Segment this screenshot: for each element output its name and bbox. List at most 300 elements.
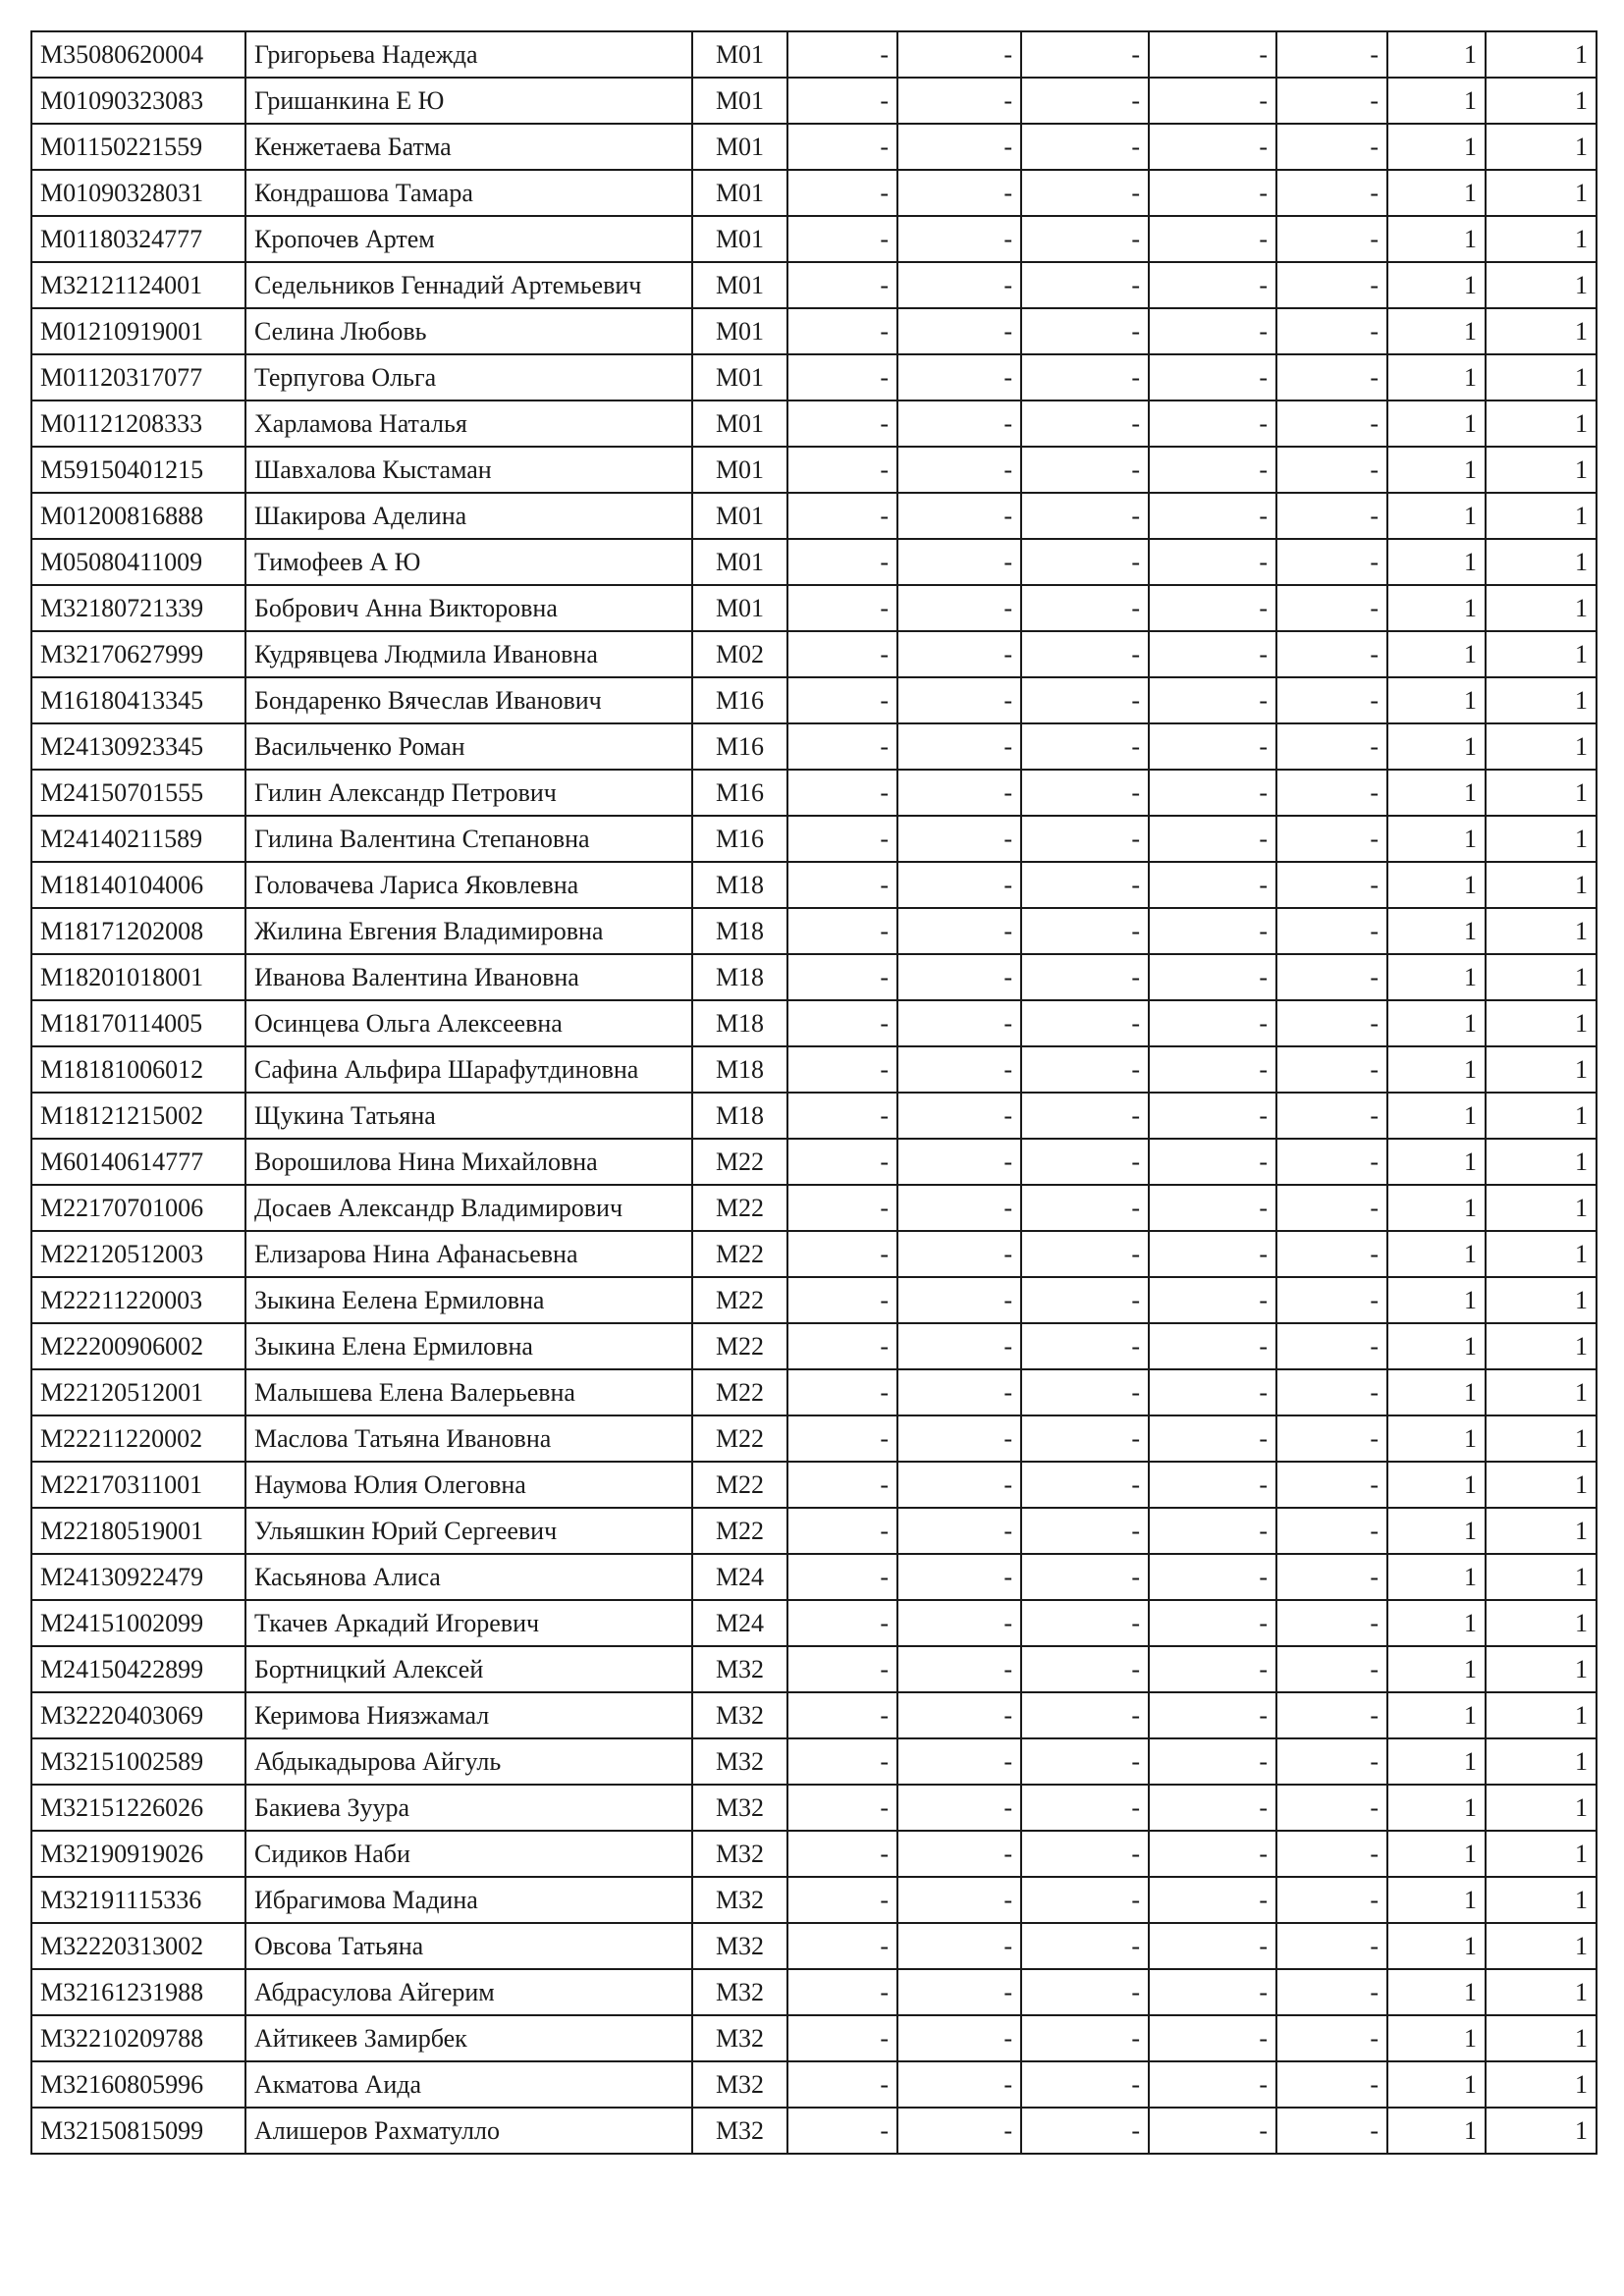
empty-value-cell: - [1276,1139,1387,1185]
empty-value-cell: - [897,78,1021,124]
empty-value-cell: - [1021,2108,1149,2154]
empty-value-cell: - [897,585,1021,631]
empty-value-cell: - [787,908,897,954]
empty-value-cell: - [1021,1600,1149,1646]
empty-value-cell: - [1276,1462,1387,1508]
count-cell: 1 [1387,1277,1486,1323]
record-code-cell: M01210919001 [31,308,245,354]
empty-value-cell: - [1276,816,1387,862]
record-code-cell: M32161231988 [31,1969,245,2015]
empty-value-cell: - [897,400,1021,447]
empty-value-cell: - [897,1923,1021,1969]
empty-value-cell: - [1149,1877,1276,1923]
group-code-cell: M01 [692,78,787,124]
table-row [31,447,1597,493]
table-row [31,539,1597,585]
count-cell: 1 [1486,723,1597,770]
count-cell: 1 [1387,1969,1486,2015]
empty-value-cell: - [787,1185,897,1231]
record-code-cell: M32220403069 [31,1692,245,1738]
empty-value-cell: - [1276,447,1387,493]
record-code-cell: M01090328031 [31,170,245,216]
table-row [31,124,1597,170]
table-row [31,1692,1597,1738]
empty-value-cell: - [787,1415,897,1462]
empty-value-cell: - [787,770,897,816]
person-name-cell: Ульяшкин Юрий Сергеевич [245,1508,692,1554]
person-name-cell: Алишеров Рахматулло [245,2108,692,2154]
empty-value-cell: - [1149,31,1276,78]
table-row [31,1738,1597,1785]
empty-value-cell: - [1276,1600,1387,1646]
table-row [31,262,1597,308]
empty-value-cell: - [1149,1277,1276,1323]
empty-value-cell: - [1021,2061,1149,2108]
count-cell: 1 [1387,1785,1486,1831]
person-name-cell: Маслова Татьяна Ивановна [245,1415,692,1462]
person-name-cell: Щукина Татьяна [245,1093,692,1139]
empty-value-cell: - [1149,1093,1276,1139]
group-code-cell: M22 [692,1508,787,1554]
empty-value-cell: - [1149,400,1276,447]
count-cell: 1 [1486,539,1597,585]
empty-value-cell: - [897,1831,1021,1877]
group-code-cell: M01 [692,585,787,631]
empty-value-cell: - [1149,1508,1276,1554]
group-code-cell: M16 [692,770,787,816]
table-row [31,354,1597,400]
group-code-cell: M01 [692,262,787,308]
empty-value-cell: - [1021,308,1149,354]
count-cell: 1 [1486,954,1597,1000]
empty-value-cell: - [897,124,1021,170]
table-row [31,816,1597,862]
record-code-cell: M32180721339 [31,585,245,631]
empty-value-cell: - [787,1923,897,1969]
record-code-cell: M18121215002 [31,1093,245,1139]
table-row [31,908,1597,954]
count-cell: 1 [1387,1139,1486,1185]
table-row [31,1923,1597,1969]
count-cell: 1 [1387,954,1486,1000]
empty-value-cell: - [1021,31,1149,78]
group-code-cell: M18 [692,1093,787,1139]
group-code-cell: M02 [692,631,787,677]
table-row [31,1231,1597,1277]
empty-value-cell: - [1149,1462,1276,1508]
empty-value-cell: - [1276,1877,1387,1923]
record-code-cell: M24151002099 [31,1600,245,1646]
group-code-cell: M01 [692,400,787,447]
empty-value-cell: - [787,723,897,770]
empty-value-cell: - [1149,1231,1276,1277]
person-name-cell: Зыкина Еелена Ермиловна [245,1277,692,1323]
table-row [31,216,1597,262]
count-cell: 1 [1387,1831,1486,1877]
empty-value-cell: - [1021,354,1149,400]
empty-value-cell: - [897,1277,1021,1323]
empty-value-cell: - [1276,1738,1387,1785]
table-row [31,1785,1597,1831]
record-code-cell: M22120512001 [31,1369,245,1415]
group-code-cell: M22 [692,1231,787,1277]
group-code-cell: M22 [692,1139,787,1185]
empty-value-cell: - [787,539,897,585]
empty-value-cell: - [1276,1969,1387,2015]
empty-value-cell: - [787,1831,897,1877]
empty-value-cell: - [1276,1093,1387,1139]
count-cell: 1 [1486,862,1597,908]
empty-value-cell: - [897,1738,1021,1785]
person-name-cell: Жилина Евгения Владимировна [245,908,692,954]
empty-value-cell: - [1021,262,1149,308]
empty-value-cell: - [787,954,897,1000]
person-name-cell: Седельников Геннадий Артемьевич [245,262,692,308]
person-name-cell: Гришанкина Е Ю [245,78,692,124]
group-code-cell: M32 [692,1969,787,2015]
table-row [31,1969,1597,2015]
person-name-cell: Айтикеев Замирбек [245,2015,692,2061]
count-cell: 1 [1486,816,1597,862]
record-code-cell: M01090323083 [31,78,245,124]
empty-value-cell: - [1021,1323,1149,1369]
empty-value-cell: - [897,1139,1021,1185]
person-name-cell: Терпугова Ольга [245,354,692,400]
empty-value-cell: - [787,2015,897,2061]
count-cell: 1 [1486,1738,1597,1785]
empty-value-cell: - [1276,954,1387,1000]
group-code-cell: M16 [692,816,787,862]
empty-value-cell: - [1149,1139,1276,1185]
empty-value-cell: - [787,862,897,908]
count-cell: 1 [1387,723,1486,770]
empty-value-cell: - [1149,1000,1276,1046]
group-code-cell: M22 [692,1323,787,1369]
empty-value-cell: - [787,1738,897,1785]
person-name-cell: Ибрагимова Мадина [245,1877,692,1923]
count-cell: 1 [1387,862,1486,908]
table-row [31,954,1597,1000]
group-code-cell: M32 [692,1785,787,1831]
empty-value-cell: - [1149,1554,1276,1600]
count-cell: 1 [1387,78,1486,124]
empty-value-cell: - [1149,308,1276,354]
person-name-cell: Сафина Альфира Шарафутдиновна [245,1046,692,1093]
person-name-cell: Елизарова Нина Афанасьевна [245,1231,692,1277]
person-name-cell: Кудрявцева Людмила Ивановна [245,631,692,677]
empty-value-cell: - [897,862,1021,908]
empty-value-cell: - [1276,1000,1387,1046]
empty-value-cell: - [1021,1185,1149,1231]
count-cell: 1 [1387,1692,1486,1738]
table-row [31,1185,1597,1231]
empty-value-cell: - [787,78,897,124]
count-cell: 1 [1387,1646,1486,1692]
record-code-cell: M22180519001 [31,1508,245,1554]
table-row [31,677,1597,723]
empty-value-cell: - [787,354,897,400]
empty-value-cell: - [787,1554,897,1600]
empty-value-cell: - [1149,216,1276,262]
count-cell: 1 [1486,216,1597,262]
group-code-cell: M24 [692,1600,787,1646]
empty-value-cell: - [787,1323,897,1369]
group-code-cell: M01 [692,354,787,400]
table-row [31,308,1597,354]
empty-value-cell: - [897,1046,1021,1093]
empty-value-cell: - [1276,908,1387,954]
empty-value-cell: - [1149,539,1276,585]
empty-value-cell: - [1149,1185,1276,1231]
empty-value-cell: - [1021,862,1149,908]
person-name-cell: Бобрович Анна Викторовна [245,585,692,631]
table-row [31,631,1597,677]
empty-value-cell: - [897,1415,1021,1462]
count-cell: 1 [1486,677,1597,723]
record-code-cell: M22120512003 [31,1231,245,1277]
empty-value-cell: - [787,400,897,447]
empty-value-cell: - [787,1462,897,1508]
count-cell: 1 [1486,493,1597,539]
empty-value-cell: - [1021,124,1149,170]
record-code-cell: M18181006012 [31,1046,245,1093]
record-code-cell: M32210209788 [31,2015,245,2061]
group-code-cell: M01 [692,493,787,539]
empty-value-cell: - [1149,1785,1276,1831]
count-cell: 1 [1486,2108,1597,2154]
table-row [31,78,1597,124]
empty-value-cell: - [897,354,1021,400]
empty-value-cell: - [1276,1831,1387,1877]
empty-value-cell: - [897,1185,1021,1231]
empty-value-cell: - [1149,723,1276,770]
group-code-cell: M18 [692,954,787,1000]
group-code-cell: M22 [692,1185,787,1231]
empty-value-cell: - [1149,2015,1276,2061]
group-code-cell: M32 [692,1923,787,1969]
person-name-cell: Овсова Татьяна [245,1923,692,1969]
record-code-cell: M22170701006 [31,1185,245,1231]
empty-value-cell: - [1276,631,1387,677]
table-row [31,1369,1597,1415]
empty-value-cell: - [787,124,897,170]
empty-value-cell: - [1149,1738,1276,1785]
count-cell: 1 [1387,1093,1486,1139]
person-name-cell: Гилина Валентина Степановна [245,816,692,862]
count-cell: 1 [1486,124,1597,170]
person-name-cell: Григорьева Надежда [245,31,692,78]
count-cell: 1 [1387,400,1486,447]
empty-value-cell: - [787,2061,897,2108]
record-code-cell: M01180324777 [31,216,245,262]
empty-value-cell: - [787,1877,897,1923]
empty-value-cell: - [1021,1923,1149,1969]
record-code-cell: M18140104006 [31,862,245,908]
count-cell: 1 [1387,1185,1486,1231]
empty-value-cell: - [1149,954,1276,1000]
count-cell: 1 [1387,539,1486,585]
empty-value-cell: - [787,816,897,862]
empty-value-cell: - [1149,1646,1276,1692]
empty-value-cell: - [1276,308,1387,354]
empty-value-cell: - [897,1369,1021,1415]
empty-value-cell: - [1021,1692,1149,1738]
group-code-cell: M01 [692,170,787,216]
empty-value-cell: - [1276,1923,1387,1969]
empty-value-cell: - [1149,1600,1276,1646]
count-cell: 1 [1387,1369,1486,1415]
count-cell: 1 [1486,308,1597,354]
empty-value-cell: - [1021,1969,1149,2015]
empty-value-cell: - [897,1508,1021,1554]
table-row [31,1508,1597,1554]
count-cell: 1 [1387,1000,1486,1046]
count-cell: 1 [1387,816,1486,862]
count-cell: 1 [1387,2015,1486,2061]
record-code-cell: M16180413345 [31,677,245,723]
count-cell: 1 [1387,216,1486,262]
table-row [31,493,1597,539]
empty-value-cell: - [1276,262,1387,308]
record-code-cell: M18171202008 [31,908,245,954]
person-name-cell: Шавхалова Кыстаман [245,447,692,493]
empty-value-cell: - [1276,1508,1387,1554]
empty-value-cell: - [787,1692,897,1738]
empty-value-cell: - [897,631,1021,677]
count-cell: 1 [1387,170,1486,216]
empty-value-cell: - [1021,1785,1149,1831]
empty-value-cell: - [1276,585,1387,631]
count-cell: 1 [1387,2108,1486,2154]
table-row [31,1046,1597,1093]
record-code-cell: M32190919026 [31,1831,245,1877]
person-name-cell: Досаев Александр Владимирович [245,1185,692,1231]
empty-value-cell: - [897,2015,1021,2061]
empty-value-cell: - [1021,770,1149,816]
person-name-cell: Акматова Аида [245,2061,692,2108]
count-cell: 1 [1486,447,1597,493]
empty-value-cell: - [1149,1692,1276,1738]
group-code-cell: M24 [692,1554,787,1600]
table-row [31,1415,1597,1462]
person-name-cell: Касьянова Алиса [245,1554,692,1600]
count-cell: 1 [1486,1323,1597,1369]
empty-value-cell: - [897,1000,1021,1046]
empty-value-cell: - [1276,2108,1387,2154]
table-row [31,585,1597,631]
empty-value-cell: - [897,308,1021,354]
count-cell: 1 [1486,1785,1597,1831]
empty-value-cell: - [787,308,897,354]
empty-value-cell: - [897,1462,1021,1508]
count-cell: 1 [1486,1000,1597,1046]
empty-value-cell: - [1149,770,1276,816]
empty-value-cell: - [1021,1277,1149,1323]
person-name-cell: Кондрашова Тамара [245,170,692,216]
person-name-cell: Абдрасулова Айгерим [245,1969,692,2015]
person-name-cell: Бондаренко Вячеслав Иванович [245,677,692,723]
record-code-cell: M22170311001 [31,1462,245,1508]
empty-value-cell: - [1021,400,1149,447]
group-code-cell: M18 [692,1046,787,1093]
record-code-cell: M35080620004 [31,31,245,78]
empty-value-cell: - [1021,1046,1149,1093]
empty-value-cell: - [1276,78,1387,124]
empty-value-cell: - [1276,31,1387,78]
empty-value-cell: - [1149,78,1276,124]
record-code-cell: M32151226026 [31,1785,245,1831]
empty-value-cell: - [787,216,897,262]
table-row [31,170,1597,216]
table-row [31,31,1597,78]
empty-value-cell: - [1149,908,1276,954]
group-code-cell: M01 [692,31,787,78]
person-name-cell: Иванова Валентина Ивановна [245,954,692,1000]
group-code-cell: M01 [692,216,787,262]
empty-value-cell: - [787,31,897,78]
count-cell: 1 [1387,2061,1486,2108]
empty-value-cell: - [787,1139,897,1185]
group-code-cell: M32 [692,2061,787,2108]
empty-value-cell: - [1021,493,1149,539]
record-code-cell: M32170627999 [31,631,245,677]
empty-value-cell: - [1149,2061,1276,2108]
table-row [31,1600,1597,1646]
count-cell: 1 [1387,1554,1486,1600]
empty-value-cell: - [1149,493,1276,539]
empty-value-cell: - [1021,1369,1149,1415]
count-cell: 1 [1486,908,1597,954]
empty-value-cell: - [897,539,1021,585]
count-cell: 1 [1387,31,1486,78]
empty-value-cell: - [1149,1969,1276,2015]
count-cell: 1 [1486,1508,1597,1554]
record-code-cell: M59150401215 [31,447,245,493]
empty-value-cell: - [897,1969,1021,2015]
record-code-cell: M24150422899 [31,1646,245,1692]
count-cell: 1 [1387,1877,1486,1923]
count-cell: 1 [1486,400,1597,447]
empty-value-cell: - [1021,447,1149,493]
record-code-cell: M32150815099 [31,2108,245,2154]
empty-value-cell: - [897,1785,1021,1831]
empty-value-cell: - [1276,770,1387,816]
record-code-cell: M32160805996 [31,2061,245,2108]
count-cell: 1 [1486,1093,1597,1139]
count-cell: 1 [1486,1231,1597,1277]
empty-value-cell: - [1021,539,1149,585]
record-code-cell: M32191115336 [31,1877,245,1923]
empty-value-cell: - [1021,1646,1149,1692]
count-cell: 1 [1486,2061,1597,2108]
empty-value-cell: - [897,493,1021,539]
group-code-cell: M32 [692,2015,787,2061]
person-name-cell: Малышева Елена Валерьевна [245,1369,692,1415]
count-cell: 1 [1387,585,1486,631]
empty-value-cell: - [1021,78,1149,124]
table-row [31,1323,1597,1369]
empty-value-cell: - [1276,1323,1387,1369]
count-cell: 1 [1387,354,1486,400]
empty-value-cell: - [787,1369,897,1415]
empty-value-cell: - [787,1508,897,1554]
empty-value-cell: - [1149,170,1276,216]
empty-value-cell: - [897,1646,1021,1692]
group-code-cell: M32 [692,1646,787,1692]
empty-value-cell: - [1021,1139,1149,1185]
group-code-cell: M01 [692,124,787,170]
table-row [31,2015,1597,2061]
